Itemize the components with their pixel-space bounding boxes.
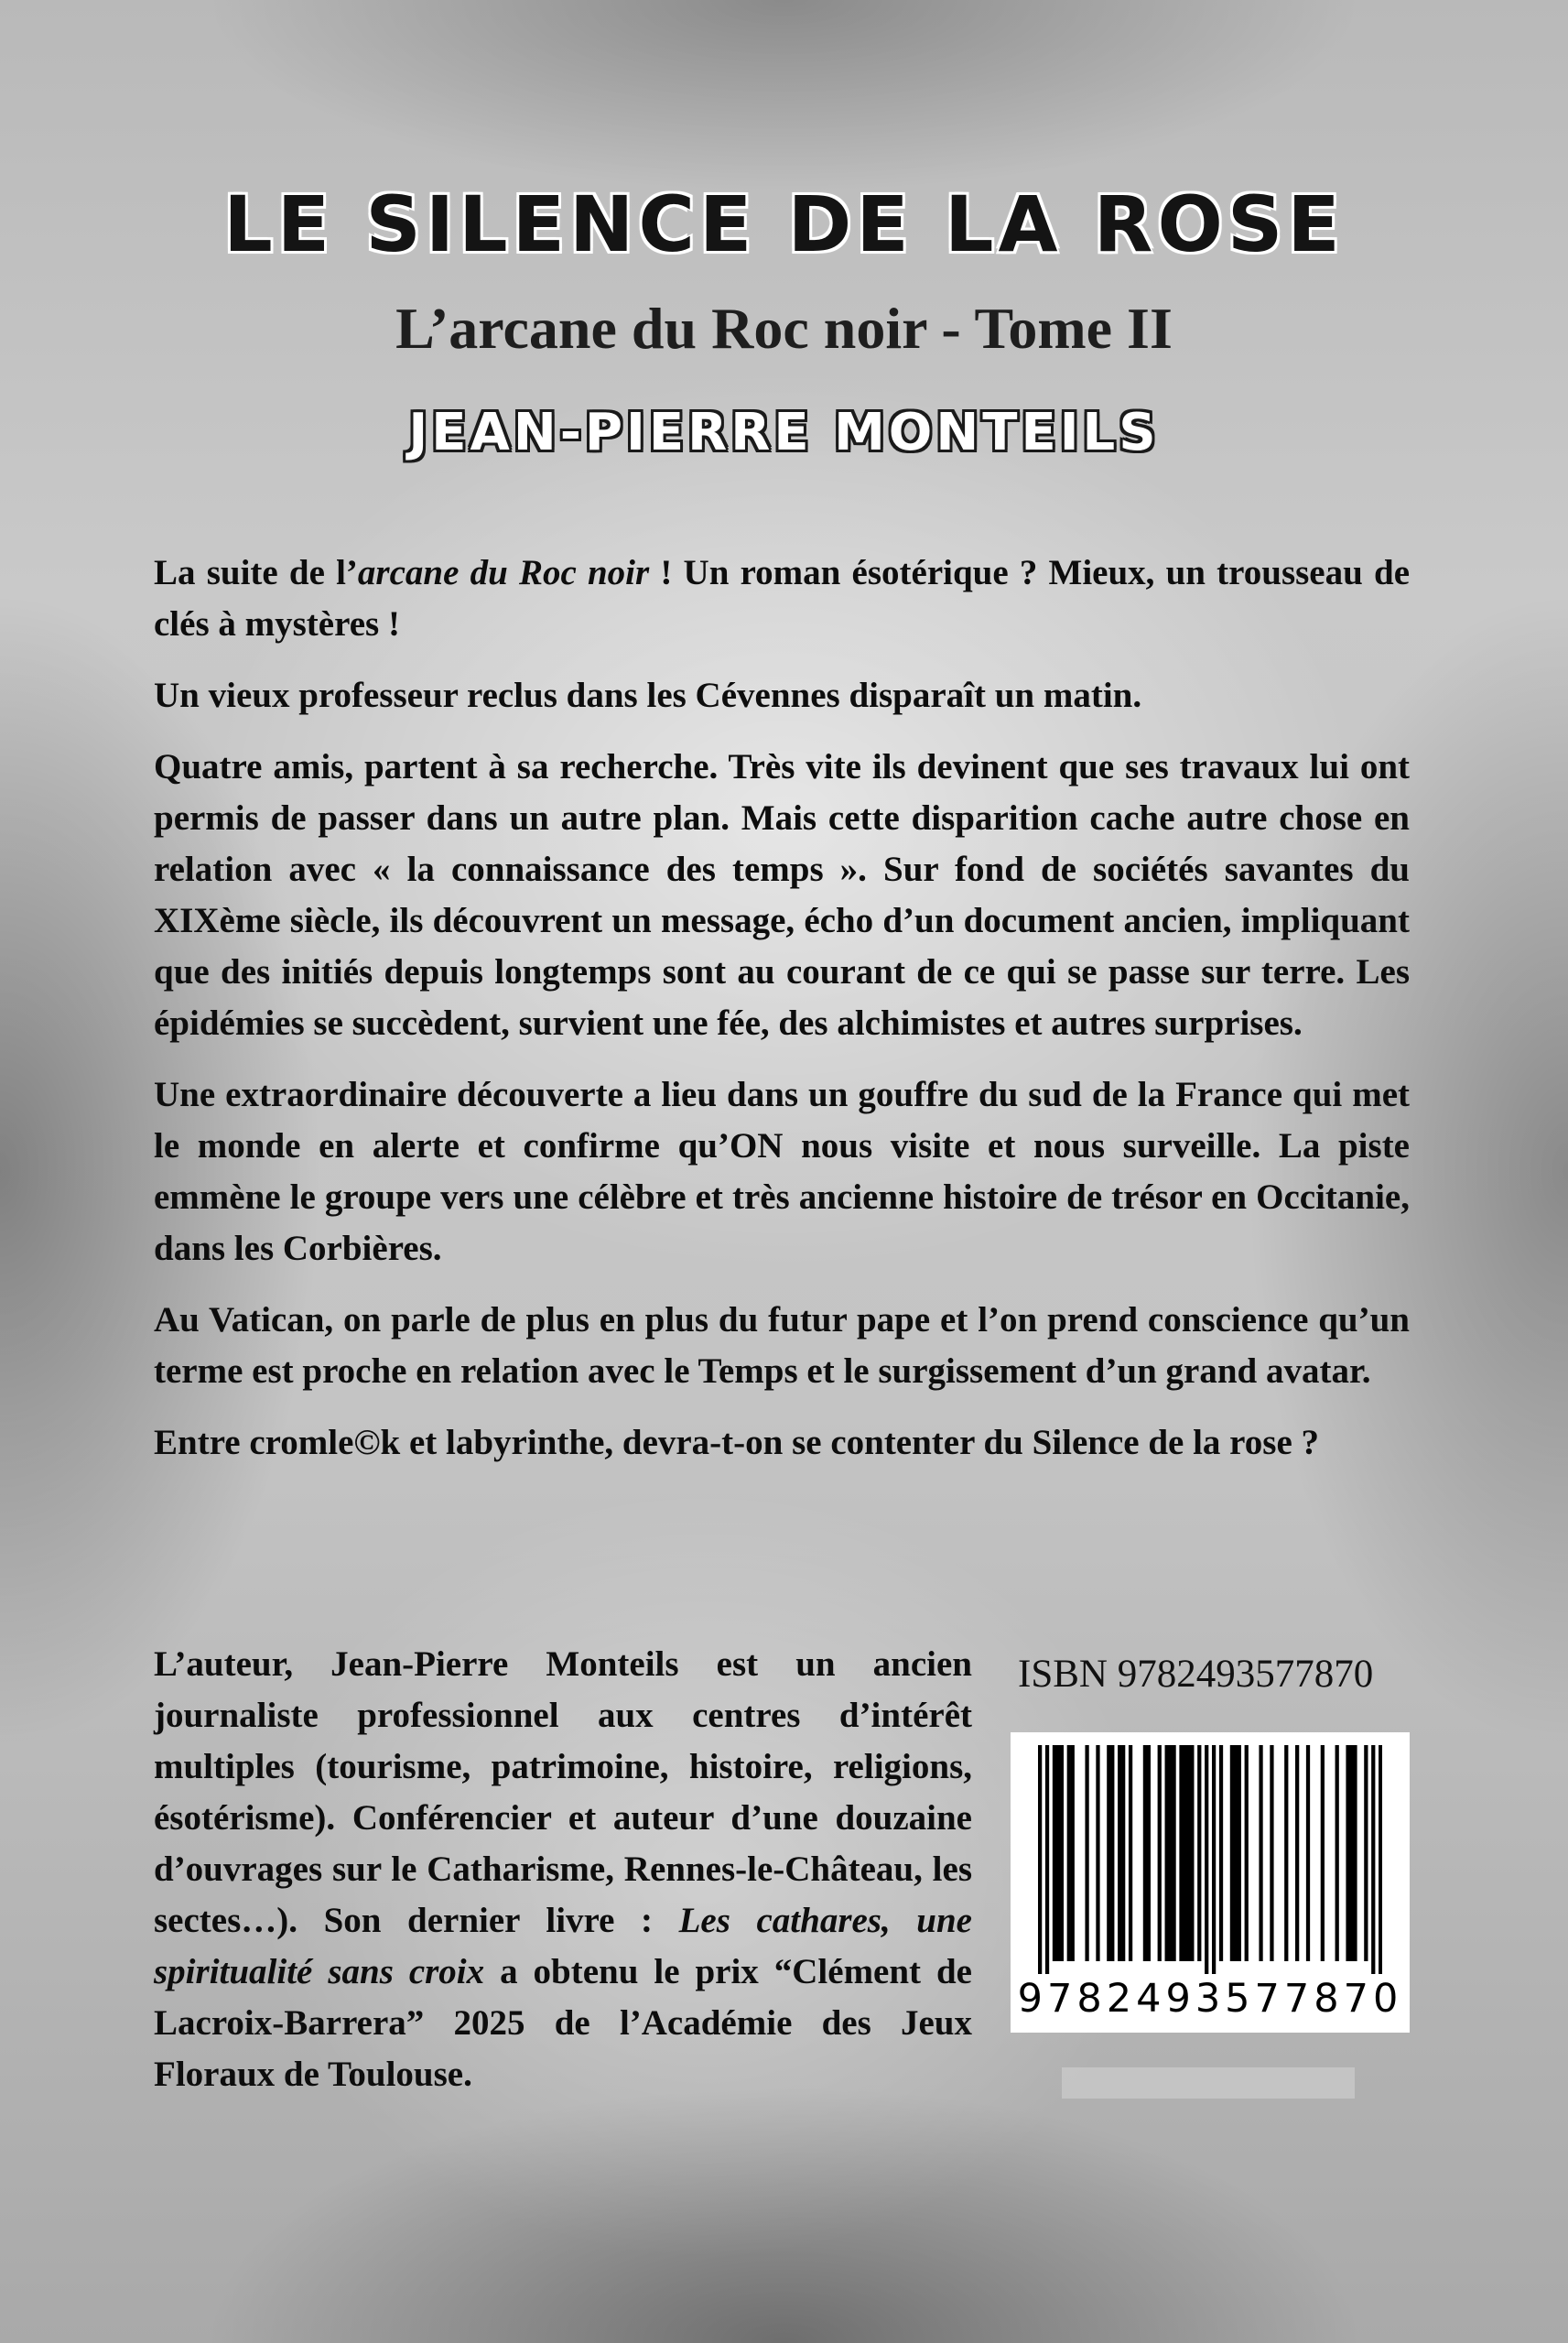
barcode-bar — [1259, 1745, 1262, 1961]
book-series-italic: arcane du Roc noir — [357, 553, 650, 592]
barcode-bars-icon — [1038, 1745, 1382, 1974]
barcode-bar — [1179, 1745, 1183, 1961]
barcode-bar — [1321, 1745, 1325, 1961]
book-title: LE SILENCE DE LA ROSE — [223, 179, 1345, 269]
barcode-bar — [1147, 1745, 1151, 1961]
barcode-bar — [1038, 1745, 1042, 1974]
barcode-bar — [1096, 1745, 1099, 1961]
barcode-bar — [1371, 1745, 1375, 1974]
barcode-bar — [1379, 1745, 1382, 1974]
barcode-bar — [1067, 1745, 1071, 1961]
barcode-bar — [1270, 1745, 1273, 1961]
barcode-bar — [1056, 1745, 1060, 1961]
barcode-bar — [1219, 1745, 1223, 1961]
barcode-bar — [1158, 1745, 1162, 1961]
barcode-bar — [1183, 1745, 1186, 1961]
barcode-bar — [1118, 1745, 1121, 1961]
book-subtitle: L’arcane du Roc noir - Tome II — [395, 296, 1173, 361]
blurb-paragraph-3: Quatre amis, partent à sa recherche. Très vite ils devinent que ses travaux lui ont permis de passer dans un autre plan. Mais cette disparition cache autre chose en relation avec « la connaissance des temps ». Sur fond de sociétés savantes du XIXème siècle, ils découvrent un message, écho d’un document ancien, impliquant que des initiés depuis longtemps sont au courant de ce qui se passe sur terre. Les épidémies se succèdent, survient une fée, des alchimistes et autres surprises. — [154, 747, 1410, 1043]
barcode-bar — [1071, 1745, 1075, 1961]
author-name: JEAN-PIERRE MONTEILS — [408, 403, 1160, 462]
barcode-bar — [1053, 1745, 1056, 1961]
barcode-bar — [1234, 1745, 1238, 1961]
blurb-paragraph-2: Un vieux professeur reclus dans les Cévennes disparaît un matin. — [154, 676, 1142, 715]
barcode-bar — [1045, 1745, 1049, 1974]
barcode-bar — [1295, 1745, 1299, 1961]
blurb-text — [154, 548, 1410, 1489]
barcode-bar — [1110, 1745, 1114, 1961]
barcode-bar — [1168, 1745, 1172, 1961]
barcode-bar — [1284, 1745, 1288, 1961]
blurb-paragraph-1: La suite de l’arcane du Roc noir ! Un roman ésotérique ? Mieux, un trousseau de clés à mystères ! — [154, 553, 1410, 644]
barcode-bar — [1364, 1745, 1368, 1961]
barcode-bar — [1085, 1745, 1088, 1961]
barcode-bar — [1190, 1745, 1194, 1961]
barcode-digits: 9782493577870 — [1017, 1976, 1403, 2022]
barcode-bar — [1197, 1745, 1201, 1961]
barcode-bar — [1060, 1745, 1064, 1961]
author-bio: L’auteur, Jean-Pierre Monteils est un ancien journaliste professionnel aux centres d’intérêt multiples (tourisme, patrimoine, histoire, religions, ésotérisme). Conférencier et auteur d’une douzaine d’ouvrages sur le Catharisme, Rennes-le-Château, les sectes…). Son dernier livre : Les cathares, une spiritualité sans croix a obtenu le prix “Clément de Lacroix-Barrera” 2025 de l’Académie des Jeux Floraux de Toulouse. — [154, 1644, 972, 2094]
barcode-bar — [1245, 1745, 1249, 1961]
barcode-bar — [1238, 1745, 1241, 1961]
barcode-bar — [1121, 1745, 1125, 1961]
barcode-bar — [1143, 1745, 1147, 1961]
barcode-bar — [1336, 1745, 1339, 1961]
barcode-bar — [1205, 1745, 1208, 1974]
barcode — [1011, 1732, 1410, 2033]
blurb-paragraph-6: Entre cromle©k et labyrinthe, devra-t-on se contenter du Silence de la rose ? — [154, 1423, 1320, 1462]
barcode-bar — [1186, 1745, 1190, 1961]
barcode-bar — [1129, 1745, 1132, 1961]
barcode-bar — [1107, 1745, 1110, 1961]
barcode-bar — [1172, 1745, 1175, 1961]
bio-book-italic: Les cathares, une spiritualité sans croix — [154, 1901, 972, 1991]
barcode-bar — [1212, 1745, 1216, 1974]
isbn-label: ISBN 9782493577870 — [1018, 1653, 1374, 1696]
barcode-bar — [1306, 1745, 1310, 1961]
blurb-paragraph-5: Au Vatican, on parle de plus en plus du futur pape et l’on prend conscience qu’un terme est proche en relation avec le Temps et le surgissement d’un grand avatar. — [154, 1300, 1410, 1391]
barcode-bar — [1165, 1745, 1169, 1961]
barcode-bar — [1353, 1745, 1357, 1961]
barcode-bar — [1230, 1745, 1234, 1961]
barcode-shadow-strip — [1062, 2067, 1355, 2099]
barcode-bar — [1346, 1745, 1349, 1961]
barcode-bar — [1349, 1745, 1353, 1961]
blurb-paragraph-4: Une extraordinaire découverte a lieu dans un gouffre du sud de la France qui met le monde en alerte et confirme qu’ON nous visite et nous surveille. La piste emmène le groupe vers une célèbre et très ancienne histoire de trésor en Occitanie, dans les Corbières. — [154, 1075, 1410, 1268]
